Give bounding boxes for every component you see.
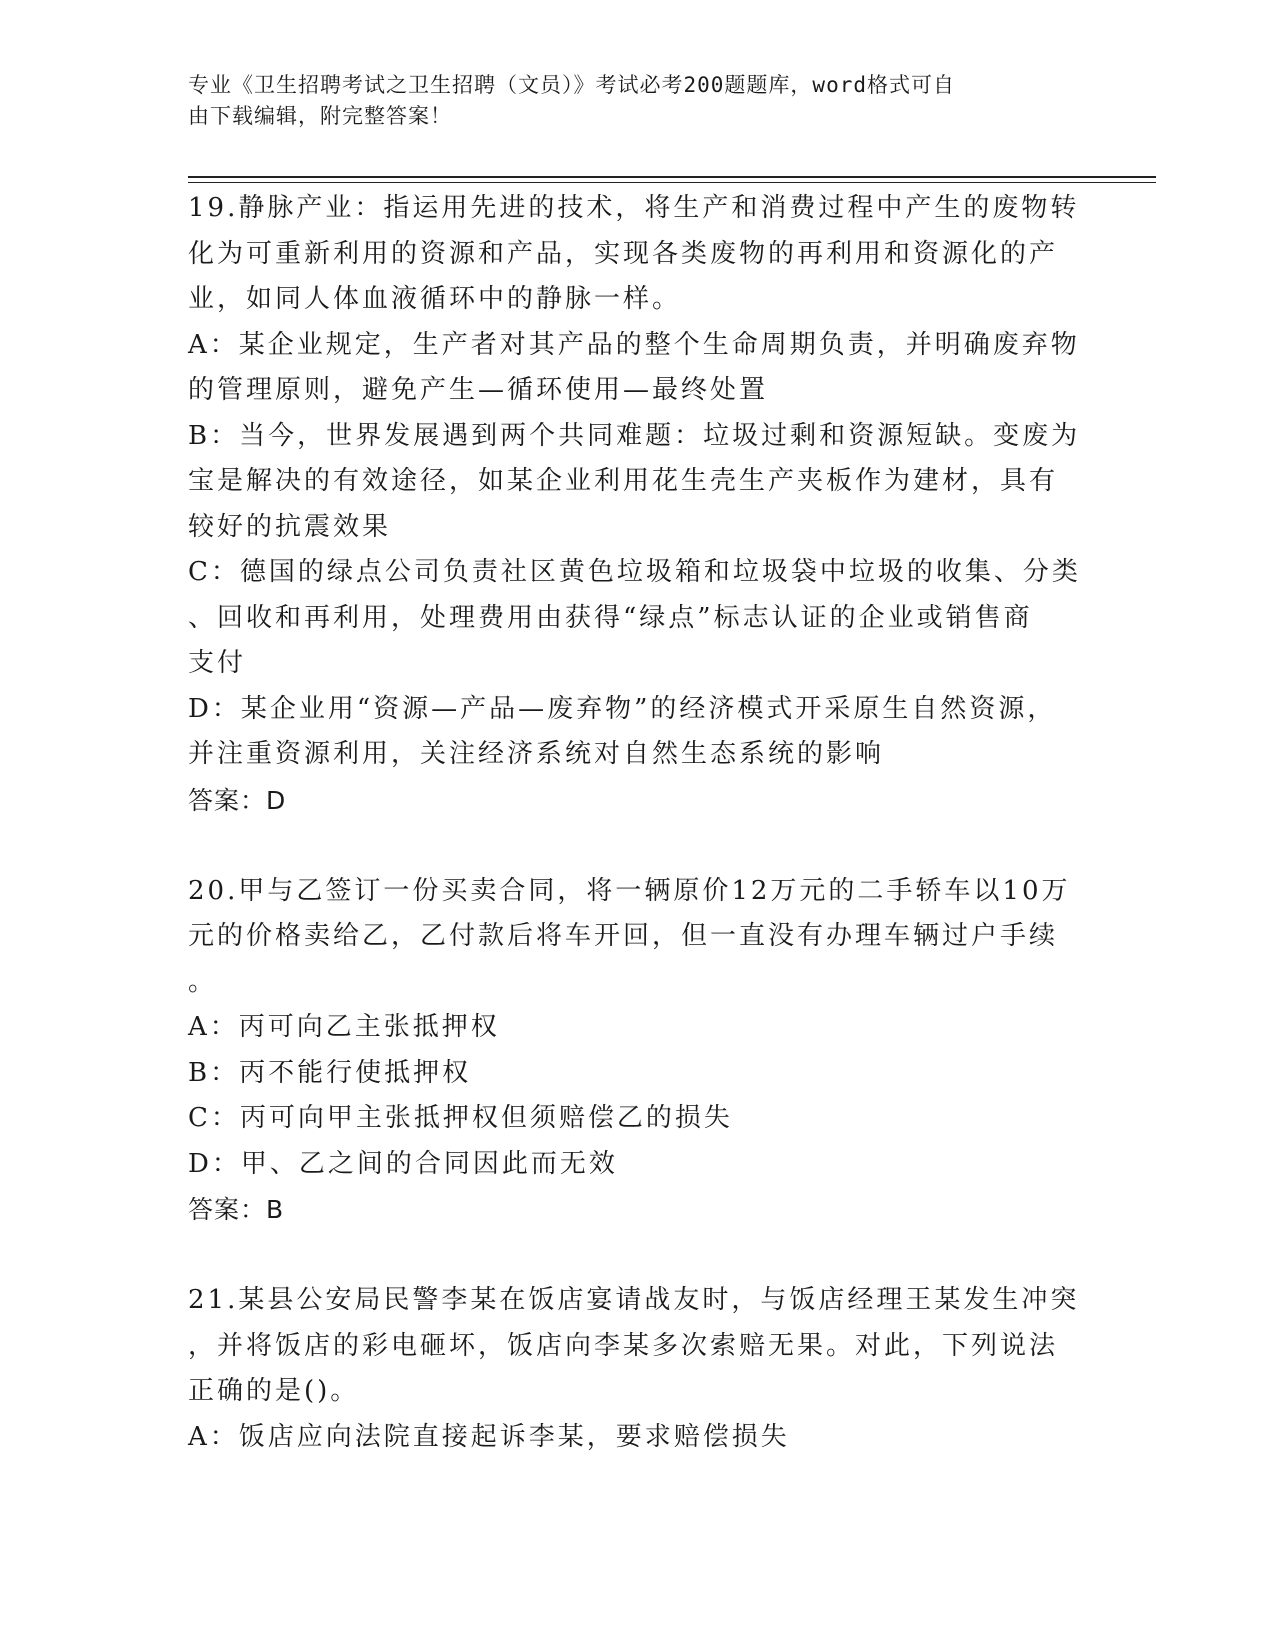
- option-b-line: B：丙不能行使抵押权: [188, 1057, 472, 1088]
- option-b-line: 较好的抗震效果: [188, 511, 392, 542]
- option-a-line: A：丙可向乙主张抵押权: [188, 1012, 500, 1042]
- question-list: [188, 186, 1088, 1460]
- document-header: [188, 70, 1068, 132]
- answer-label: 答案：B: [188, 1195, 285, 1224]
- option-d-line: D：甲、乙之间的合同因此而无效: [188, 1148, 618, 1179]
- option-a-line: A：饭店应向法院直接起诉李某，要求赔偿损失: [188, 1421, 790, 1452]
- question-stem-line: 元的价格卖给乙，乙付款后将车开回，但一直没有办理车辆过户手续: [188, 921, 1059, 951]
- option-a-line: A：某企业规定，生产者对其产品的整个生命周期负责，并明确废弃物: [188, 329, 1080, 360]
- question-stem-line: 正确的是()。: [188, 1376, 360, 1406]
- question-20: [188, 869, 1088, 1233]
- question-stem-line: 业，如同人体血液循环中的静脉一样。: [188, 284, 682, 314]
- option-c-line: C：丙可向甲主张抵押权但须赔偿乙的损失: [188, 1103, 733, 1133]
- question-stem-line: 19.静脉产业：指运用先进的技术，将生产和消费过程中产生的废物转: [188, 193, 1080, 223]
- question-spacer: [188, 1233, 1088, 1279]
- question-21: [188, 1278, 1088, 1460]
- question-stem-line: 21.某县公安局民警李某在饭店宴请战友时，与饭店经理王某发生冲突: [188, 1285, 1080, 1315]
- option-c-line: 、回收和再利用，处理费用由获得“绿点”标志认证的企业或销售商: [188, 602, 1033, 633]
- header-divider: [188, 176, 1156, 178]
- option-a-line: 的管理原则，避免产生—循环使用—最终处置: [188, 375, 769, 405]
- question-stem-line: 化为可重新利用的资源和产品，实现各类废物的再利用和资源化的产: [188, 238, 1059, 269]
- answer-label: 答案：D: [188, 785, 287, 815]
- question-spacer: [188, 823, 1088, 869]
- header-divider-thin: [188, 182, 1156, 183]
- option-d-line: D：某企业用“资源—产品—废弃物”的经济模式开采原生自然资源，: [188, 693, 1057, 724]
- question-19: [188, 186, 1088, 823]
- header-line: 专业《卫生招聘考试之卫生招聘（文员）》考试必考200题题库，word格式可自: [188, 73, 955, 97]
- option-c-line: 支付: [188, 648, 247, 678]
- option-d-line: 并注重资源利用，关注经济系统对自然生态系统的影响: [188, 739, 885, 769]
- question-stem-line: ，并将饭店的彩电砸坏，饭店向李某多次索赔无果。对此，下列说法: [188, 1330, 1059, 1361]
- header-line: 由下载编辑，附完整答案！: [188, 104, 452, 128]
- question-stem-line: 20.甲与乙签订一份买卖合同，将一辆原价12万元的二手轿车以10万: [188, 875, 1071, 906]
- question-stem-line: 。: [188, 966, 218, 997]
- option-b-line: 宝是解决的有效途径，如某企业利用花生壳生产夹板作为建材，具有: [188, 466, 1059, 496]
- option-b-line: B：当今，世界发展遇到两个共同难题：垃圾过剩和资源短缺。变废为: [188, 420, 1081, 451]
- option-c-line: C：德国的绿点公司负责社区黄色垃圾箱和垃圾袋中垃圾的收集、分类: [188, 557, 1081, 587]
